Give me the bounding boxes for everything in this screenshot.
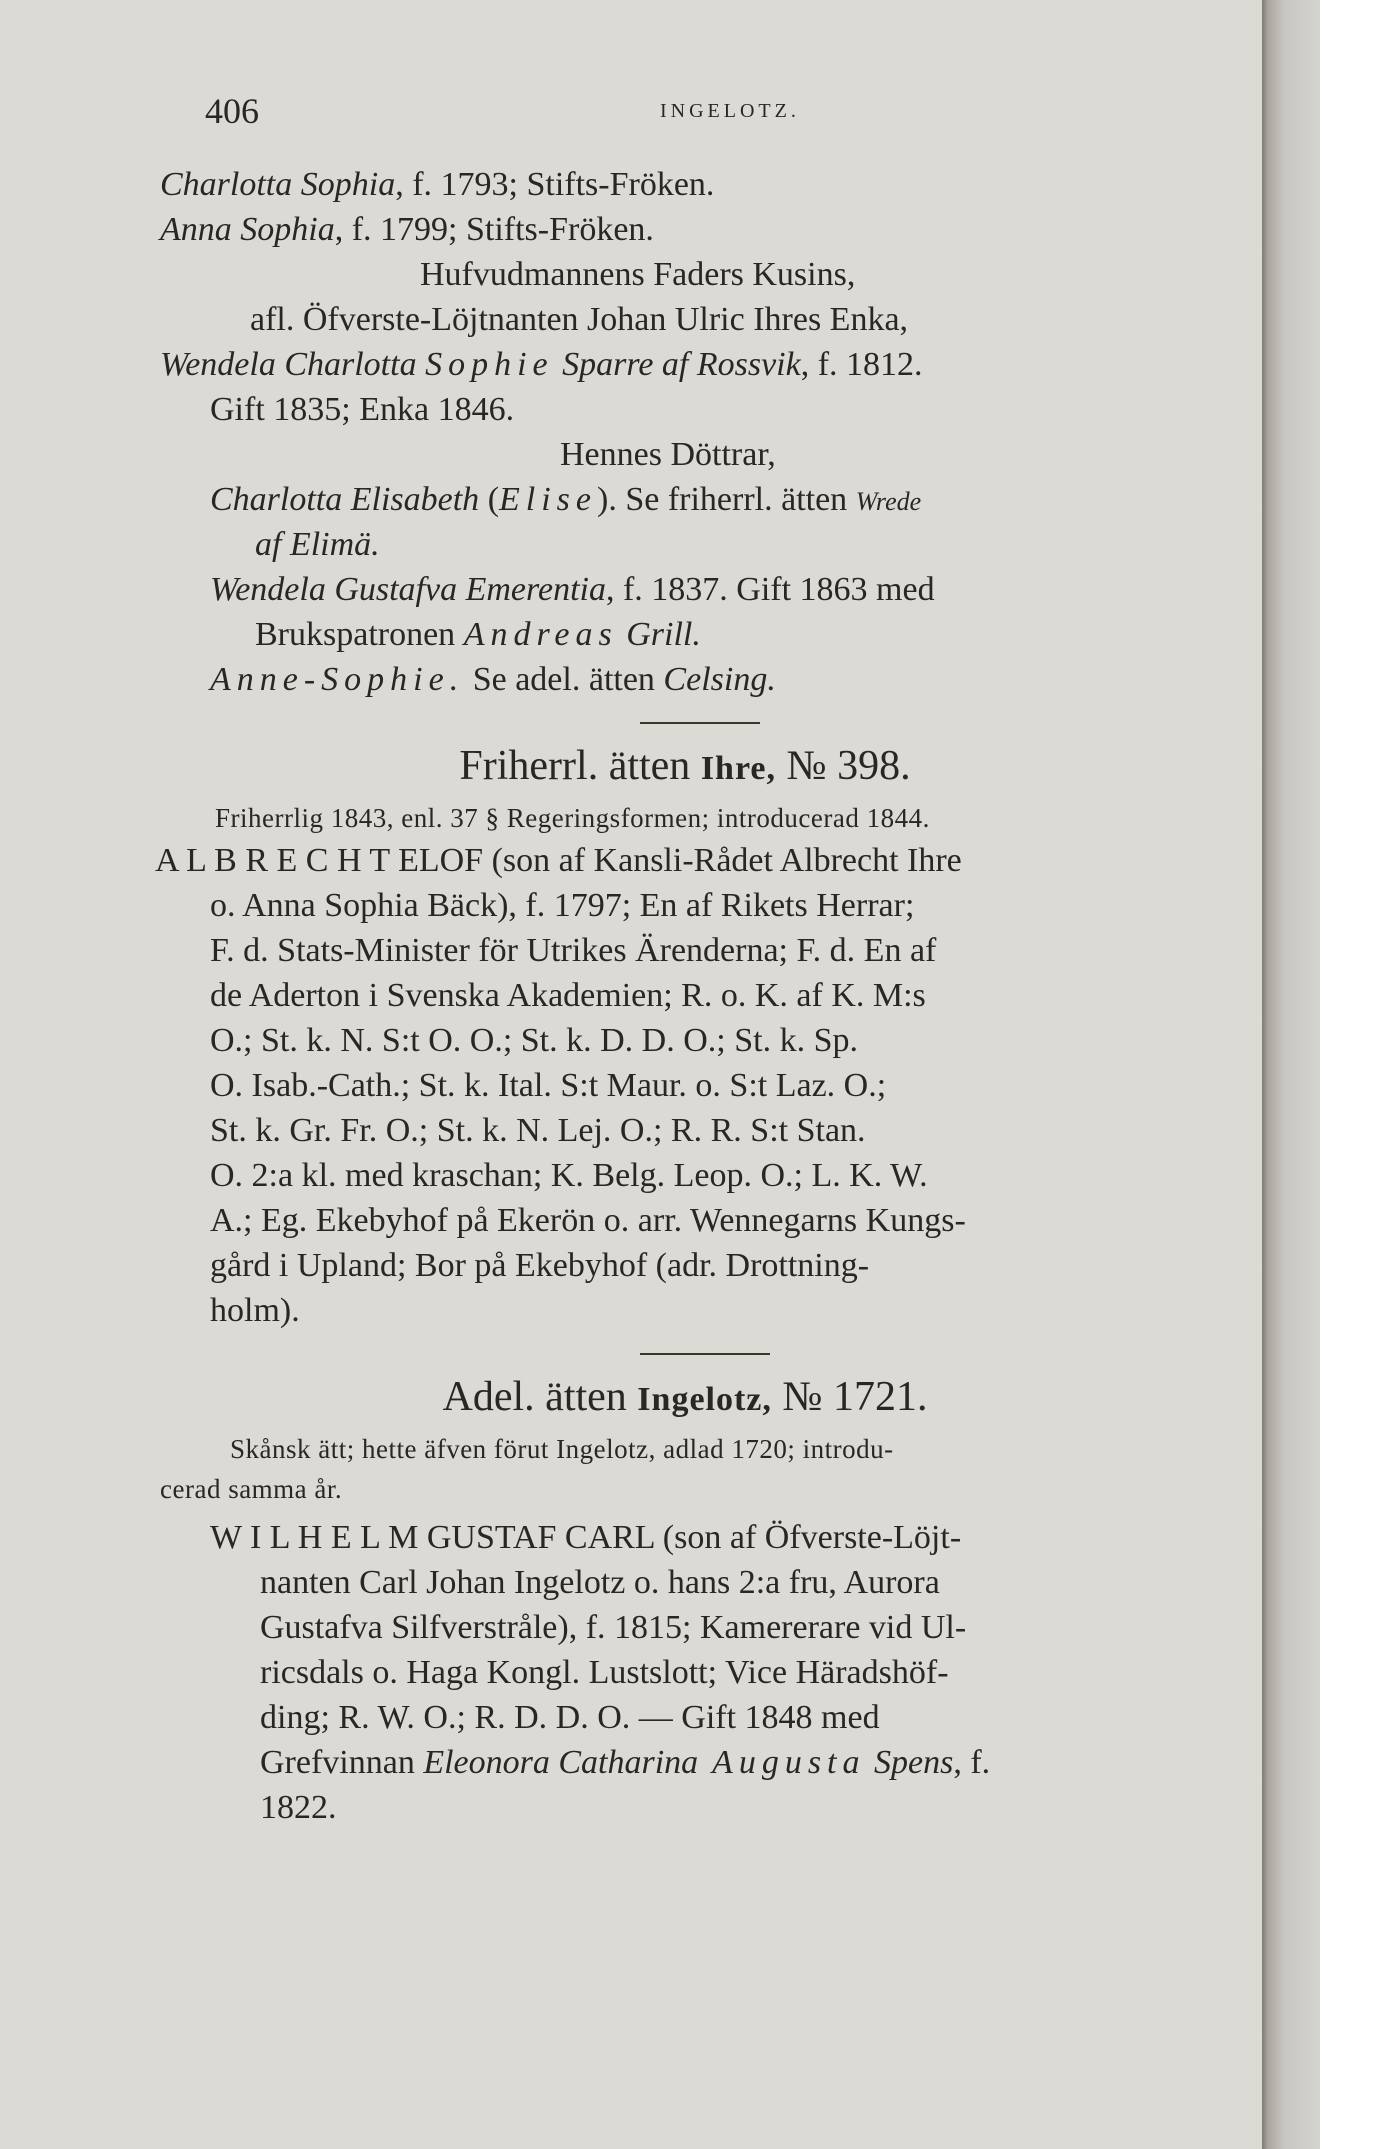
entry-line	[160, 1605, 1210, 1650]
entry-text: Hufvudmannens Faders Kusins,	[420, 256, 856, 293]
entry-line	[160, 1063, 1210, 1108]
spaced-name: Andreas	[463, 616, 618, 653]
entry-line	[160, 477, 1210, 522]
entry-text: Hennes Döttrar,	[560, 436, 776, 473]
entry-line	[160, 1153, 1210, 1198]
entry-line	[160, 522, 1210, 567]
heading-number: № 1721.	[771, 1374, 928, 1420]
entry-line	[160, 1560, 1210, 1605]
entry-line	[160, 1018, 1210, 1063]
page-edge	[1262, 0, 1320, 2149]
entry-line	[160, 612, 1210, 657]
entry-text: Se adel. ätten	[464, 661, 664, 698]
entry-line	[160, 1198, 1210, 1243]
entry-line	[160, 387, 1210, 432]
person-name: Eleonora Catharina	[423, 1744, 699, 1781]
spaced-name: Sophie	[425, 346, 554, 383]
entry-line	[160, 928, 1210, 973]
entry-text: A L B R E C H T ELOF (son af Kansli-Rådet Albrecht Ihre	[155, 842, 962, 879]
section-divider	[640, 722, 760, 724]
person-name: Sparre af Rossvik	[562, 346, 801, 383]
entry-text: ricsdals o. Haga Kongl. Lustslott; Vice Häradshöf-	[260, 1654, 949, 1691]
entry-line	[160, 252, 1210, 297]
section-note	[160, 1469, 1210, 1509]
heading-number: № 398.	[776, 743, 911, 789]
heading-prefix: Friherrl. ätten	[459, 743, 701, 789]
section-divider	[640, 1353, 770, 1355]
entry-text: ding; R. W. O.; R. D. D. O. — Gift 1848 med	[260, 1699, 880, 1736]
note-text: Skånsk ätt; hette äfven förut Ingelotz, adlad 1720; introdu-	[230, 1434, 894, 1464]
entry-text: W I L H E L M GUSTAF CARL (son af Öfverste-Löjt-	[210, 1519, 962, 1556]
entry-line	[160, 1695, 1210, 1740]
entry-line	[160, 567, 1210, 612]
person-name: Wrede	[855, 487, 922, 516]
entry-line	[160, 1288, 1210, 1333]
entry-text: Se friherrl. ätten	[616, 481, 856, 518]
entry-text: Grefvinnan	[260, 1744, 424, 1781]
paren: (	[487, 481, 500, 518]
person-name: Spens	[865, 1744, 954, 1781]
entry-text: nanten Carl Johan Ingelotz o. hans 2:a fru, Aurora	[260, 1564, 940, 1601]
person-name: Charlotta Elisabeth	[210, 481, 480, 518]
entry-line	[155, 838, 1210, 883]
entry-line	[160, 1740, 1210, 1785]
entry-text: F. d. Stats-Minister för Utrikes Ärenderna; F. d. En af	[210, 932, 937, 969]
person-name: Wendela Gustafva Emerentia	[210, 571, 606, 608]
entry-text: , f. 1837. Gift 1863 med	[605, 571, 935, 608]
person-name: Wendela Charlotta	[160, 346, 417, 383]
person-name: Grill.	[617, 616, 701, 653]
page-number: 406	[205, 91, 259, 131]
spaced-name: Elise	[499, 481, 597, 518]
spaced-name: Augusta	[698, 1744, 866, 1781]
entry-line	[160, 207, 1210, 252]
entry-text: holm).	[210, 1292, 300, 1329]
person-name: Celsing.	[663, 661, 776, 698]
entry-line	[160, 297, 1210, 342]
person-name: af Elimä.	[255, 526, 380, 563]
section-heading-ihre	[160, 734, 1210, 798]
heading-prefix: Adel. ätten	[442, 1374, 638, 1420]
spaced-name: Anne-Sophie.	[210, 661, 465, 698]
page-text	[155, 88, 1210, 1830]
person-name: Charlotta Sophia	[160, 166, 396, 203]
running-head: INGELOTZ.	[660, 100, 800, 122]
entry-text: , f.	[953, 1744, 991, 1781]
entry-line	[160, 973, 1210, 1018]
entry-text: afl. Öfverste-Löjtnanten Johan Ulric Ihres Enka,	[250, 301, 909, 338]
entry-text: Brukspatronen	[255, 616, 464, 653]
entry-text: O.; St. k. N. S:t O. O.; St. k. D. D. O.; St. k. Sp.	[210, 1022, 858, 1059]
entry-line	[160, 432, 1210, 477]
entry-text: Gift 1835; Enka 1846.	[210, 391, 515, 428]
note-text: cerad samma år.	[160, 1474, 343, 1504]
entry-text: o. Anna Sophia Bäck), f. 1797; En af Rikets Herrar;	[210, 887, 915, 924]
entry-line	[160, 342, 1210, 387]
entry-text: gård i Upland; Bor på Ekebyhof (adr. Drottning-	[210, 1247, 870, 1284]
entry-line	[160, 1515, 1210, 1560]
person-name: Anna Sophia	[160, 211, 335, 248]
entry-text: , f. 1799; Stifts-Fröken.	[334, 211, 654, 248]
entry-line	[160, 1243, 1210, 1288]
entry-text: O. Isab.-Cath.; St. k. Ital. S:t Maur. o. S:t Laz. O.;	[210, 1067, 887, 1104]
entry-text: A.; Eg. Ekebyhof på Ekerön o. arr. Wennegarns Kungs-	[210, 1202, 966, 1239]
note-text: Friherrlig 1843, enl. 37 § Regeringsformen; introducerad 1844.	[215, 803, 930, 833]
entry-text: , f. 1793; Stifts-Fröken.	[395, 166, 715, 203]
section-heading-ingelotz	[160, 1365, 1210, 1429]
entry-text: de Aderton i Svenska Akademien; R. o. K. af K. M:s	[210, 977, 926, 1014]
entry-line	[160, 1650, 1210, 1695]
entry-line	[160, 162, 1210, 207]
page-header	[205, 88, 1210, 134]
entry-text: Gustafva Silfverstråle), f. 1815; Kamererare vid Ul-	[260, 1609, 967, 1646]
entry-text: St. k. Gr. Fr. O.; St. k. N. Lej. O.; R. R. S:t Stan.	[210, 1112, 866, 1149]
entry-line	[160, 657, 1210, 702]
section-note	[160, 798, 1210, 838]
paren: ).	[597, 481, 617, 518]
entry-line	[160, 1108, 1210, 1153]
entry-line	[160, 1785, 1210, 1830]
entry-text: O. 2:a kl. med kraschan; K. Belg. Leop. O.; L. K. W.	[210, 1157, 928, 1194]
entry-line	[160, 883, 1210, 928]
section-note	[160, 1429, 1210, 1469]
entry-text: , f. 1812.	[800, 346, 923, 383]
entry-text: 1822.	[260, 1789, 337, 1826]
heading-family-name: Ihre,	[700, 750, 777, 787]
heading-family-name: Ingelotz,	[637, 1381, 772, 1418]
